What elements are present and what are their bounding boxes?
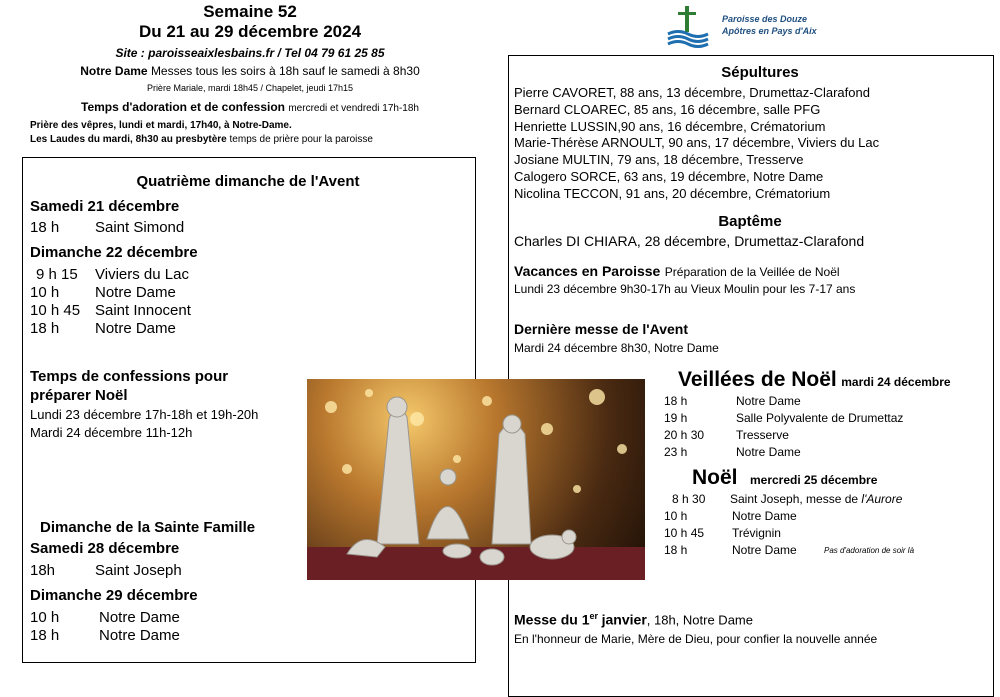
conf-title-2: préparer Noël xyxy=(30,387,128,404)
sun22-time-2: 10 h xyxy=(30,284,60,301)
veillee-time-3: 20 h 30 xyxy=(664,428,705,442)
messe-janvier-line xyxy=(514,611,753,627)
conf-line-2: Mardi 24 décembre 11h-12h xyxy=(30,425,193,440)
logo-line1: Paroisse des Douze xyxy=(722,14,808,24)
sat21-time: 18 h xyxy=(30,219,60,236)
notre-dame-text: Messes tous les soirs à 18h sauf le samedi à 8h30 xyxy=(150,64,420,78)
avent-title: Quatrième dimanche de l'Avent xyxy=(136,173,360,190)
sepulture-6: Calogero SORCE, 63 ans, 19 décembre, Notre Dame xyxy=(514,169,824,184)
sun29-title: Dimanche 29 décembre xyxy=(30,587,198,604)
sepulture-7: Nicolina TECCON, 91 ans, 20 décembre, Crématorium xyxy=(514,186,831,201)
veillee-place-2: Salle Polyvalente de Drumettaz xyxy=(736,411,904,425)
veillee-time-4: 23 h xyxy=(664,445,688,459)
bapteme-line: Charles DI CHIARA, 28 décembre, Drumettaz-Clarafond xyxy=(514,233,865,249)
sun22-time-4: 18 h xyxy=(30,320,60,337)
noel-place-1-italic: l'Aurore xyxy=(861,492,903,506)
noel-title: Noël xyxy=(692,466,738,489)
sat28-time: 18h xyxy=(30,562,56,579)
noel-time-3: 10 h 45 xyxy=(664,526,705,540)
noel-date: mercredi 25 décembre xyxy=(749,473,878,487)
noel-time-1: 8 h 30 xyxy=(672,492,706,506)
noel-place-1 xyxy=(730,492,902,506)
messe-bold-2: janvier xyxy=(601,611,647,628)
sun29-place-2: Notre Dame xyxy=(99,627,180,644)
sun22-place-3: Saint Innocent xyxy=(95,302,191,319)
sun22-time-1: 9 h 15 xyxy=(36,266,78,283)
sun29-place-1: Notre Dame xyxy=(99,609,180,626)
vacances-line xyxy=(514,263,840,281)
noel-place-2: Notre Dame xyxy=(732,509,797,523)
vacances-bold: Vacances en Paroisse xyxy=(514,263,661,279)
sun29-time-1: 10 h xyxy=(30,609,60,626)
site-line[interactable]: Site : paroisseaixlesbains.fr / Tel 04 79 61 25 85 xyxy=(115,46,385,60)
nativity-photo xyxy=(307,379,645,580)
messe-line-2: En l'honneur de Marie, Mère de Dieu, pour confier la nouvelle année xyxy=(514,632,878,646)
messe-text: , 18h, Notre Dame xyxy=(646,612,753,628)
sat21-title: Samedi 21 décembre xyxy=(30,198,180,215)
vacances-text: Préparation de la Veillée de Noël xyxy=(664,265,840,279)
laudes-line xyxy=(30,134,373,145)
noel-place-1-text: Saint Joseph, messe de xyxy=(730,492,859,506)
sun29-time-2: 18 h xyxy=(30,627,60,644)
sat21-place: Saint Simond xyxy=(95,219,185,236)
priere-line: Prière Mariale, mardi 18h45 / Chapelet, jeudi 17h15 xyxy=(146,83,354,93)
noel-time-2: 10 h xyxy=(664,509,688,523)
conf-line-1: Lundi 23 décembre 17h-18h et 19h-20h xyxy=(30,407,259,422)
veillees-title: Veillées de Noël xyxy=(678,368,837,391)
notre-dame-name: Notre Dame xyxy=(80,64,148,78)
veillee-time-2: 19 h xyxy=(664,411,688,425)
sun22-time-3: 10 h 45 xyxy=(30,302,81,319)
noel-heading xyxy=(692,466,877,490)
noel-note: Pas d'adoration de soir là xyxy=(824,546,915,555)
cross-waves-icon xyxy=(664,2,720,48)
sepultures-title: Sépultures xyxy=(721,64,799,81)
dates-title: Du 21 au 29 décembre 2024 xyxy=(138,22,362,41)
logo-line2: Apôtres en Pays d'Aix xyxy=(722,26,817,36)
vepres-line: Prière des vêpres, lundi et mardi, 17h40, à Notre-Dame. xyxy=(30,120,292,131)
laudes-bold: Les Laudes du mardi, 8h30 au presbytère xyxy=(30,134,227,145)
messe-bold: Messe du 1 xyxy=(514,611,590,628)
derniere-title: Dernière messe de l'Avent xyxy=(514,321,689,337)
messe-sup: er xyxy=(589,611,598,621)
veillee-place-3: Tresserve xyxy=(736,428,789,442)
vacances-line-2: Lundi 23 décembre 9h30-17h au Vieux Moulin pour les 7-17 ans xyxy=(514,282,856,296)
veillee-place-4: Notre Dame xyxy=(736,445,801,459)
sun22-place-1: Viviers du Lac xyxy=(95,266,189,283)
week-title: Semaine 52 xyxy=(203,2,297,21)
veillee-time-1: 18 h xyxy=(664,394,688,408)
noel-place-4: Notre Dame xyxy=(732,543,797,557)
famille-title: Dimanche de la Sainte Famille xyxy=(40,519,256,536)
laudes-text: temps de prière pour la paroisse xyxy=(229,134,373,145)
conf-title-1: Temps de confessions pour xyxy=(30,368,229,385)
adoration-text: mercredi et vendredi 17h-18h xyxy=(288,103,419,114)
noel-place-3: Trévignin xyxy=(732,526,781,540)
sat28-title: Samedi 28 décembre xyxy=(30,540,180,557)
sat28-place: Saint Joseph xyxy=(95,562,182,579)
sun22-place-4: Notre Dame xyxy=(95,320,176,337)
adoration-bold: Temps d'adoration et de confession xyxy=(81,100,285,114)
veillees-heading xyxy=(678,368,951,392)
parish-logo xyxy=(664,2,874,48)
notre-dame-line xyxy=(20,64,480,78)
sepulture-3: Henriette LUSSIN,90 ans, 16 décembre, Crématorium xyxy=(514,119,826,134)
sepulture-2: Bernard CLOAREC, 85 ans, 16 décembre, salle PFG xyxy=(514,102,821,117)
sepulture-1: Pierre CAVORET, 88 ans, 13 décembre, Drumettaz-Clarafond xyxy=(514,85,870,100)
veillees-date: mardi 24 décembre xyxy=(841,375,951,389)
veillee-place-1: Notre Dame xyxy=(736,394,801,408)
sun22-title: Dimanche 22 décembre xyxy=(30,244,198,261)
derniere-text: Mardi 24 décembre 8h30, Notre Dame xyxy=(514,341,719,355)
sun22-place-2: Notre Dame xyxy=(95,284,176,301)
noel-time-4: 18 h xyxy=(664,543,688,557)
sepulture-4: Marie-Thérèse ARNOULT, 90 ans, 17 décembre, Viviers du Lac xyxy=(514,135,880,150)
adoration-line xyxy=(20,100,480,114)
bapteme-title: Baptême xyxy=(718,213,782,230)
sepulture-5: Josiane MULTIN, 79 ans, 18 décembre, Tresserve xyxy=(514,152,804,167)
